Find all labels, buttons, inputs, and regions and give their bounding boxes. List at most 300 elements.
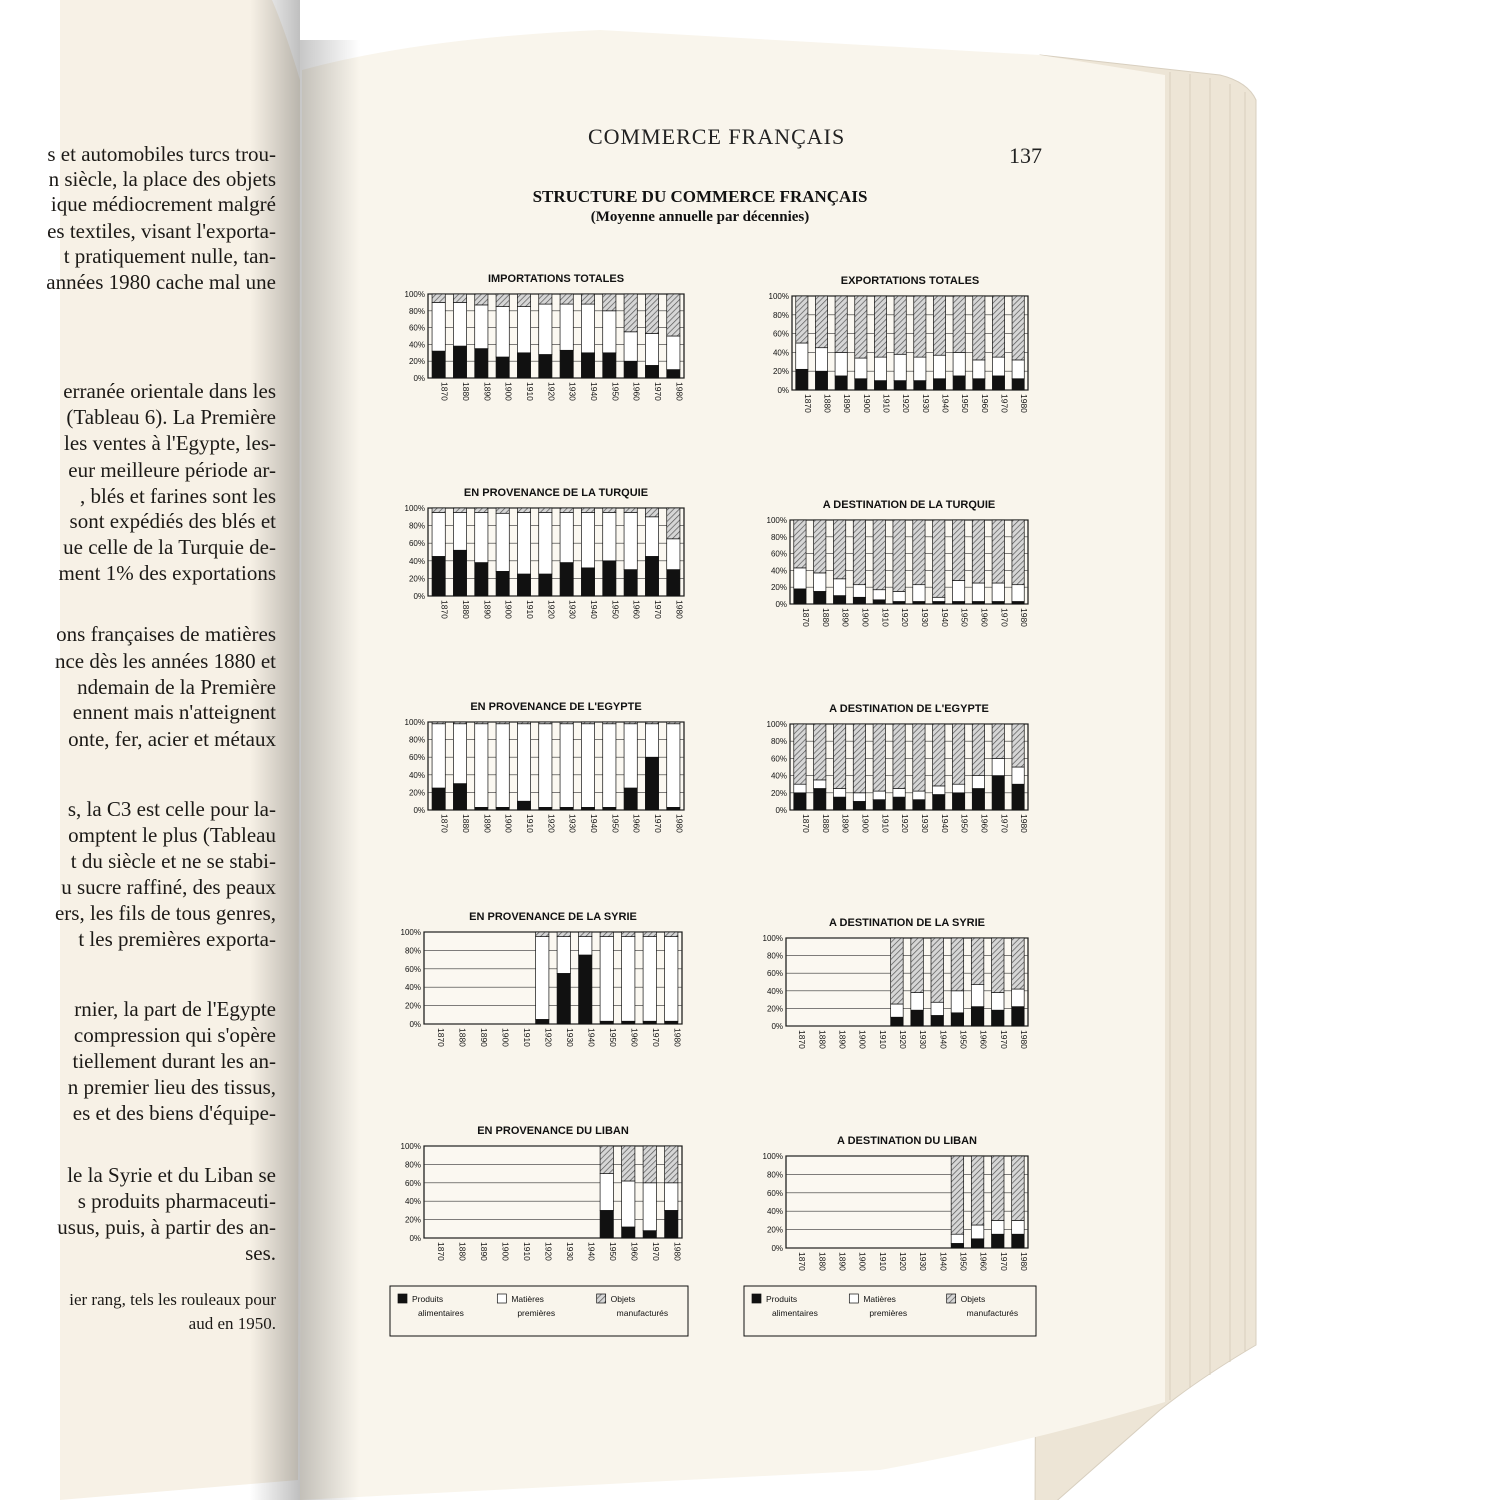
chart-title: EXPORTATIONS TOTALES	[840, 275, 980, 287]
x-tick-label: 1950	[607, 1028, 618, 1047]
bar-segment	[645, 365, 658, 378]
bar-segment	[992, 724, 1004, 758]
left-page-line: ier rang, tels les rouleaux pour	[69, 1290, 276, 1309]
bar-segment	[894, 296, 906, 354]
x-tick-label: 1910	[521, 1028, 532, 1047]
left-page-line: es textiles, visant l'exporta-	[47, 219, 276, 243]
bar-segment	[453, 784, 466, 810]
x-tick-label: 1970	[999, 394, 1010, 413]
legend-label: alimentaires	[772, 1308, 818, 1318]
bar-segment	[645, 724, 658, 757]
x-tick-label: 1920	[546, 382, 557, 401]
page-number: 137	[1009, 143, 1042, 168]
x-tick-label: 1880	[817, 1030, 828, 1049]
bar-segment	[475, 508, 488, 512]
x-tick-label: 1890	[482, 600, 493, 619]
bar-segment	[893, 591, 905, 601]
chart-title: EN PROVENANCE DE LA SYRIE	[469, 911, 637, 923]
x-tick-label: 1980	[1019, 394, 1030, 413]
bar-segment	[874, 357, 886, 381]
y-tick-label: 80%	[408, 306, 425, 316]
x-tick-label: 1940	[586, 1242, 597, 1261]
bar-segment	[517, 724, 530, 801]
y-tick-label: 40%	[770, 566, 787, 576]
y-tick-label: 80%	[766, 1170, 783, 1180]
x-tick-label: 1880	[461, 814, 471, 833]
bar-segment	[600, 1174, 613, 1211]
bar-segment	[453, 722, 466, 724]
bar-segment	[496, 307, 509, 357]
bar-segment	[645, 508, 658, 517]
x-tick-label: 1950	[610, 382, 621, 401]
bar-segment	[667, 370, 680, 378]
bar-segment	[624, 332, 637, 361]
bar-segment	[432, 556, 445, 596]
left-page-line: t les premières exporta-	[78, 927, 276, 951]
left-page-line: sont expédiés des blés et	[69, 509, 276, 533]
bar-segment	[992, 520, 1004, 583]
bar-segment	[453, 302, 466, 346]
bar-segment	[951, 1243, 964, 1248]
x-tick-label: 1870	[435, 1028, 446, 1047]
chart-panel	[767, 703, 1030, 833]
x-tick-label: 1950	[959, 814, 970, 833]
bar-segment	[835, 296, 847, 352]
bar-segment	[853, 585, 865, 598]
figure-subtitle: (Moyenne annuelle par décennies)	[590, 209, 810, 225]
x-tick-label: 1920	[900, 608, 911, 627]
y-tick-label: 40%	[408, 556, 425, 566]
x-tick-label: 1980	[674, 600, 685, 619]
bar-segment	[475, 722, 488, 724]
bar-segment	[1012, 360, 1024, 379]
left-page-line: ment 1% des exportations	[58, 561, 276, 585]
bar-segment	[667, 570, 680, 596]
y-tick-label: 60%	[408, 323, 425, 333]
bar-segment	[992, 296, 1004, 357]
left-page-line: omptent le plus (Tableau	[68, 823, 276, 847]
y-tick-label: 100%	[404, 290, 425, 299]
y-tick-label: 0%	[771, 1022, 783, 1031]
y-tick-label: 20%	[766, 1225, 783, 1235]
left-page-line: t pratiquement nulle, tan-	[63, 244, 276, 268]
x-tick-label: 1940	[586, 1028, 597, 1047]
x-tick-label: 1940	[938, 1030, 949, 1049]
bar-segment	[581, 724, 594, 808]
x-tick-label: 1980	[672, 1242, 683, 1261]
bar-segment	[833, 797, 845, 810]
chart-title: EN PROVENANCE DE LA TURQUIE	[463, 487, 649, 499]
bar-segment	[992, 376, 1004, 390]
x-tick-label: 1900	[503, 814, 514, 833]
x-tick-label: 1870	[439, 382, 450, 401]
bar-segment	[874, 296, 886, 357]
y-tick-label: 40%	[772, 348, 789, 358]
bar-segment	[815, 371, 827, 390]
bar-segment	[496, 357, 509, 378]
bar-segment	[931, 1015, 944, 1026]
x-tick-label: 1970	[650, 1028, 661, 1047]
bar-segment	[794, 568, 806, 589]
y-tick-label: 20%	[404, 1215, 421, 1225]
bar-segment	[911, 938, 924, 993]
x-tick-label: 1920	[897, 1030, 908, 1049]
y-tick-label: 100%	[400, 1142, 421, 1151]
y-tick-label: 100%	[766, 516, 787, 525]
bar-segment	[581, 304, 594, 353]
bar-segment	[931, 1002, 944, 1015]
bar-segment	[973, 379, 985, 390]
bar-segment	[432, 351, 445, 378]
bar-segment	[911, 1010, 924, 1026]
bar-segment	[933, 296, 945, 355]
legend-label: Produits	[766, 1294, 798, 1304]
left-page-line: ue celle de la Turquie de-	[63, 535, 276, 559]
bar-segment	[496, 807, 509, 810]
bar-segment	[973, 296, 985, 360]
left-page-line: usus, puis, à partir des an-	[57, 1215, 276, 1239]
x-tick-label: 1920	[543, 1242, 554, 1261]
bar-segment	[1012, 601, 1024, 604]
x-tick-label: 1970	[999, 608, 1010, 627]
bar-segment	[453, 512, 466, 550]
x-tick-label: 1930	[918, 1252, 929, 1271]
x-tick-label: 1970	[999, 814, 1010, 833]
bar-segment	[665, 932, 678, 937]
bar-segment	[1012, 989, 1025, 1007]
bar-segment	[600, 1146, 613, 1174]
y-tick-label: 40%	[408, 340, 425, 350]
bar-segment	[475, 563, 488, 596]
x-tick-label: 1960	[629, 1028, 640, 1047]
left-page-line: ers, les fils de tous genres,	[54, 901, 276, 925]
x-tick-label: 1940	[589, 814, 599, 833]
x-tick-label: 1930	[564, 1242, 575, 1261]
bar-segment	[972, 520, 984, 583]
chart-panel	[405, 273, 685, 401]
x-tick-label: 1970	[998, 1252, 1009, 1271]
bar-segment	[603, 294, 616, 311]
bar-segment	[796, 343, 808, 369]
legend-label: manufacturés	[966, 1308, 1019, 1318]
bar-segment	[972, 583, 984, 601]
legend-swatch	[398, 1294, 407, 1303]
x-tick-label: 1880	[457, 1242, 468, 1261]
bar-segment	[453, 508, 466, 512]
bar-segment	[971, 985, 984, 1007]
bar-segment	[517, 307, 530, 353]
bar-segment	[622, 1227, 635, 1238]
y-tick-label: 80%	[766, 951, 783, 961]
x-tick-label: 1930	[919, 814, 930, 833]
bar-segment	[539, 724, 552, 808]
bar-segment	[432, 512, 445, 556]
y-tick-label: 80%	[404, 1160, 421, 1170]
bar-segment	[539, 722, 552, 724]
bar-segment	[581, 807, 594, 810]
bar-segment	[667, 724, 680, 808]
y-tick-label: 0%	[413, 806, 425, 815]
bar-segment	[796, 296, 808, 343]
bar-segment	[913, 601, 925, 604]
bar-segment	[517, 294, 530, 307]
bar-segment	[496, 722, 509, 724]
y-tick-label: 100%	[762, 934, 783, 943]
bar-segment	[1012, 1007, 1025, 1026]
bar-segment	[853, 597, 865, 604]
y-tick-label: 0%	[413, 592, 425, 601]
bar-segment	[645, 722, 658, 724]
y-tick-label: 60%	[404, 1178, 421, 1188]
x-tick-label: 1920	[897, 1252, 908, 1271]
bar-segment	[667, 336, 680, 370]
x-tick-label: 1940	[940, 394, 951, 413]
y-tick-label: 100%	[766, 720, 787, 729]
bar-segment	[833, 596, 845, 604]
bar-segment	[953, 352, 965, 376]
left-page-line: onte, fer, acier et métaux	[68, 727, 276, 751]
bar-segment	[624, 361, 637, 378]
bar-segment	[951, 1234, 964, 1243]
x-tick-label: 1870	[802, 394, 813, 413]
left-page-line: tiellement durant les an-	[72, 1049, 276, 1073]
y-tick-label: 80%	[772, 310, 789, 320]
left-page-line: t du siècle et ne se stabi-	[70, 849, 276, 873]
bar-segment	[833, 789, 845, 798]
y-tick-label: 100%	[404, 504, 425, 513]
bar-segment	[853, 793, 865, 802]
x-tick-label: 1960	[629, 1242, 640, 1261]
chart-panel	[763, 917, 1029, 1049]
x-tick-label: 1910	[525, 600, 535, 619]
bar-segment	[855, 358, 867, 379]
x-tick-label: 1940	[589, 382, 599, 401]
y-tick-label: 0%	[775, 600, 787, 609]
left-page-line: , blés et farines sont les	[80, 484, 276, 508]
bar-segment	[579, 937, 592, 955]
x-tick-label: 1870	[439, 600, 450, 619]
x-tick-label: 1900	[860, 608, 871, 627]
bar-segment	[794, 520, 806, 568]
x-tick-label: 1920	[900, 814, 911, 833]
x-tick-label: 1900	[857, 1030, 868, 1049]
left-page-line: ennent mais n'atteignent	[72, 700, 276, 724]
bar-segment	[603, 807, 616, 810]
bar-segment	[645, 294, 658, 333]
bar-segment	[581, 512, 594, 567]
left-page-line: (Tableau 6). La Première	[66, 405, 276, 429]
bar-segment	[1012, 938, 1025, 989]
x-tick-label: 1960	[979, 394, 990, 413]
x-tick-label: 1970	[653, 382, 663, 401]
bar-segment	[581, 508, 594, 512]
left-page-line: s produits pharmaceuti-	[77, 1189, 276, 1213]
y-tick-label: 100%	[762, 1152, 783, 1161]
bar-segment	[453, 346, 466, 378]
bar-segment	[475, 724, 488, 808]
bar-segment	[1012, 1220, 1025, 1234]
bar-segment	[517, 574, 530, 596]
x-tick-label: 1880	[820, 814, 831, 833]
x-tick-label: 1970	[653, 814, 663, 833]
bar-segment	[643, 937, 656, 1022]
bar-segment	[951, 991, 964, 1013]
x-tick-label: 1930	[919, 608, 930, 627]
bar-segment	[794, 724, 806, 784]
bar-segment	[603, 512, 616, 560]
legend-swatch	[947, 1294, 956, 1303]
y-tick-label: 80%	[770, 532, 787, 542]
x-tick-label: 1900	[857, 1252, 868, 1271]
bar-segment	[913, 585, 925, 602]
x-tick-label: 1900	[861, 394, 872, 413]
x-tick-label: 1980	[1018, 1252, 1029, 1271]
bar-segment	[891, 1004, 904, 1017]
chart-title: A DESTINATION DE LA SYRIE	[828, 917, 986, 929]
bar-segment	[624, 294, 637, 332]
bar-segment	[835, 376, 847, 390]
x-tick-label: 1900	[503, 382, 514, 401]
x-tick-label: 1900	[500, 1242, 511, 1261]
left-page-line: le la Syrie et du Liban se	[67, 1163, 276, 1187]
bar-segment	[891, 938, 904, 1004]
bar-segment	[894, 381, 906, 390]
bar-segment	[933, 795, 945, 810]
bar-segment	[600, 937, 613, 1022]
legend	[390, 1286, 688, 1336]
chart-panel	[767, 499, 1030, 627]
bar-segment	[1012, 724, 1024, 767]
bar-segment	[622, 1181, 635, 1227]
bar-segment	[911, 993, 924, 1011]
x-tick-label: 1900	[503, 600, 514, 619]
bar-segment	[873, 800, 885, 810]
running-head: COMMERCE FRANÇAIS	[588, 124, 846, 149]
x-tick-label: 1960	[978, 1252, 989, 1271]
x-tick-label: 1940	[939, 608, 950, 627]
bar-segment	[665, 1210, 678, 1238]
y-tick-label: 60%	[770, 549, 787, 559]
bar-segment	[1012, 379, 1024, 390]
bar-segment	[603, 724, 616, 808]
x-tick-label: 1960	[631, 814, 642, 833]
x-tick-label: 1880	[817, 1252, 828, 1271]
bar-segment	[933, 724, 945, 786]
bar-segment	[622, 1021, 635, 1024]
bar-segment	[913, 724, 925, 791]
x-tick-label: 1980	[672, 1028, 683, 1047]
x-tick-label: 1930	[567, 382, 578, 401]
bar-segment	[667, 539, 680, 570]
y-tick-label: 40%	[408, 770, 425, 780]
legend	[744, 1286, 1036, 1336]
left-page-line: eur meilleure période ar-	[68, 458, 276, 482]
chart-title: EN PROVENANCE DU LIBAN	[477, 1125, 629, 1137]
legend-label: premières	[869, 1308, 908, 1318]
bar-segment	[560, 304, 573, 350]
chart-panel	[401, 911, 683, 1047]
y-tick-label: 20%	[408, 574, 425, 584]
left-page-line: compression qui s'opère	[73, 1023, 276, 1047]
bar-segment	[645, 333, 658, 365]
bar-segment	[933, 786, 945, 795]
bar-segment	[603, 311, 616, 353]
left-page-line: nce dès les années 1880 et	[54, 649, 276, 673]
x-tick-label: 1960	[631, 382, 642, 401]
x-tick-label: 1960	[979, 814, 990, 833]
bar-segment	[815, 296, 827, 348]
bar-segment	[432, 508, 445, 512]
bar-segment	[794, 589, 806, 604]
legend-label: Objets	[610, 1294, 636, 1304]
legend-swatch	[752, 1294, 761, 1303]
x-tick-label: 1890	[837, 1252, 848, 1271]
bar-segment	[931, 938, 944, 1002]
x-tick-label: 1920	[546, 600, 557, 619]
left-page-line: n siècle, la place des objets	[48, 167, 276, 191]
y-tick-label: 20%	[408, 357, 425, 367]
bar-segment	[1012, 1234, 1025, 1248]
bar-segment	[581, 353, 594, 378]
x-tick-label: 1950	[610, 600, 621, 619]
bar-segment	[517, 512, 530, 574]
bar-segment	[814, 520, 826, 573]
x-tick-label: 1900	[860, 814, 871, 833]
bar-segment	[560, 807, 573, 810]
bar-segment	[496, 294, 509, 307]
bar-segment	[453, 724, 466, 784]
left-page-line: années 1980 cache mal une	[46, 270, 276, 294]
y-tick-label: 0%	[413, 374, 425, 383]
bar-segment	[815, 348, 827, 372]
y-tick-label: 60%	[770, 754, 787, 764]
bar-segment	[972, 601, 984, 604]
bar-segment	[794, 784, 806, 793]
bar-segment	[835, 352, 847, 376]
bar-segment	[914, 381, 926, 390]
bar-segment	[952, 580, 964, 601]
legend-label: Matières	[511, 1294, 544, 1304]
bar-segment	[893, 789, 905, 798]
y-tick-label: 40%	[770, 771, 787, 781]
x-tick-label: 1940	[589, 600, 599, 619]
bar-segment	[873, 600, 885, 604]
chart-title: A DESTINATION DU LIBAN	[837, 1135, 977, 1147]
bar-segment	[432, 724, 445, 788]
x-tick-label: 1940	[939, 814, 950, 833]
bar-segment	[951, 1156, 964, 1234]
x-tick-label: 1920	[543, 1028, 554, 1047]
x-tick-label: 1910	[877, 1030, 888, 1049]
x-tick-label: 1960	[978, 1030, 989, 1049]
bar-segment	[893, 520, 905, 591]
bar-segment	[665, 1146, 678, 1183]
bar-segment	[972, 776, 984, 789]
bar-segment	[496, 513, 509, 571]
bar-segment	[814, 724, 826, 780]
y-tick-label: 80%	[404, 946, 421, 956]
y-tick-label: 60%	[408, 539, 425, 549]
bar-segment	[624, 722, 637, 724]
bar-segment	[539, 574, 552, 596]
x-tick-label: 1980	[674, 382, 685, 401]
bar-segment	[991, 1234, 1004, 1248]
bar-segment	[951, 938, 964, 991]
bar-segment	[853, 801, 865, 810]
bar-segment	[581, 294, 594, 304]
y-tick-label: 40%	[404, 1197, 421, 1207]
bar-segment	[833, 579, 845, 596]
